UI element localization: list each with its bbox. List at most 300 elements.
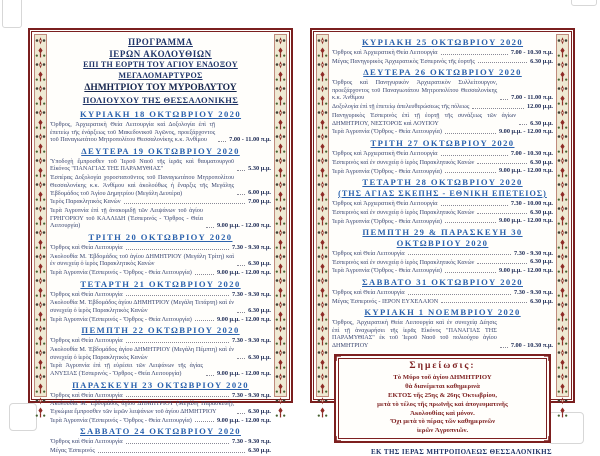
floral-motif-icon <box>556 239 569 251</box>
floral-motif-icon <box>556 191 569 203</box>
note-box-corner <box>544 436 551 443</box>
page-right-content <box>332 35 553 456</box>
entry-time: 7.30 - 10.00 π.μ. <box>510 199 553 207</box>
floral-motif-icon <box>316 47 329 59</box>
schedule-entry <box>50 253 271 268</box>
day-entries <box>332 289 553 306</box>
schedule-entry <box>332 267 553 275</box>
floral-motif-icon <box>316 143 329 155</box>
floral-motif-icon <box>274 131 287 143</box>
note-line: Ὄχι μετὰ τὸ πέρας τῶν καθημερινῶν <box>389 418 496 426</box>
entry-text: Ἱερὰ Ἀγρυπνία (Ὄρθρος - Θεία Λειτουργία) <box>332 217 442 225</box>
dotted-leader <box>441 204 508 206</box>
entry-text: Ἱερὰ Ἀγρυπνία (Ἑσπερινός - Ὄρθρος - Θεία Λειτουργία) <box>50 269 192 277</box>
schedule-entry <box>50 269 271 277</box>
dotted-leader <box>478 61 527 63</box>
day-heading: ΣΑΒΒΑΤΟ 31 ΟΚΤΩΒΡΙΟΥ 2020 <box>362 277 523 288</box>
schedule-entry <box>332 298 553 306</box>
day-block <box>332 67 553 136</box>
dotted-leader <box>445 271 496 273</box>
dotted-leader <box>477 162 527 164</box>
day-entries <box>332 150 553 175</box>
entry-time: 6.30 μ.μ. <box>248 353 271 361</box>
schedule-entry <box>332 319 553 350</box>
floral-motif-icon <box>274 251 287 263</box>
dotted-leader <box>472 107 524 109</box>
entry-time: 6.30 μ.μ. <box>248 260 271 268</box>
floral-motif-icon <box>34 47 47 59</box>
floral-motif-icon <box>34 311 47 323</box>
floral-motif-icon <box>316 203 329 215</box>
floral-motif-icon <box>556 107 569 119</box>
entry-time: 6.30 μ.μ. <box>248 447 271 454</box>
day-heading: ΠΕΜΠΤΗ 29 & ΠΑΡΑΣΚΕΥΗ 30 ΟΚΤΩΒΡΙΟΥ 2020 <box>362 227 523 248</box>
dotted-leader <box>237 412 245 414</box>
schedule-entry <box>50 417 271 425</box>
floral-motif-icon <box>274 107 287 119</box>
entry-text: Ἱερὰ Ἀγρυπνία (Ἑσπερινός - Ὄρθρος - Θεία Λειτουργία) <box>50 315 192 323</box>
floral-motif-icon <box>556 131 569 143</box>
entry-time: 7.30 - 9.30 π.μ. <box>513 249 553 257</box>
dotted-leader <box>441 53 508 55</box>
note-box-corner <box>334 354 341 361</box>
floral-motif-icon <box>274 203 287 215</box>
entry-text: Ὄρθρος καὶ Ἀρχιερατικὴ Θεία Λειτουργία <box>332 48 438 56</box>
day-block <box>332 138 553 175</box>
floral-motif-icon <box>34 83 47 95</box>
floral-motif-icon <box>34 395 47 407</box>
page-left-content <box>50 35 271 455</box>
entry-text: Ὑποδοχὴ ἔμπροσθεν τοῦ Ἱεροῦ Ναοῦ τῆς ἱερᾶς καὶ θαυματουργοῦ Εἰκόνος "ΠΑΝΑΓΙΑΣ ΤΗΣ ΠΑΡΑΜΥΘΙΑΣ" <box>50 157 235 173</box>
day-heading: ΚΥΡΙΑΚΗ 25 ΟΚΤΩΒΡΙΟΥ 2020 <box>361 37 524 47</box>
entry-text: Ἱερὸς Παρακλητικὸς Κανών <box>50 198 121 206</box>
entry-time: 9.00 μ.μ. - 12.00 π.μ. <box>498 128 553 136</box>
schedule-entry <box>332 258 553 266</box>
ornament-strip-right <box>556 34 569 397</box>
entry-time: 6.30 μ.μ. <box>530 119 553 127</box>
ornament-strip-right <box>274 34 287 397</box>
entry-text: Μέγας Ἑσπερινός <box>50 447 95 455</box>
entry-text: Ἱερὰ Ἀγρυπνία ἐπὶ τῇ εὑρέσει τῶν Λειψάνων τῆς ἁγίας ΑΝΥΣΙΑΣ (Ἑσπερινός - Ὄρθρος - Θεία Λειτουργία) <box>50 362 203 378</box>
floral-motif-icon <box>274 191 287 203</box>
floral-motif-icon <box>556 35 569 47</box>
dotted-leader <box>237 169 245 171</box>
schedule-entry <box>50 121 271 144</box>
dotted-leader <box>98 451 245 453</box>
schedule-entry <box>50 447 271 455</box>
floral-motif-icon <box>556 155 569 167</box>
schedule-entry <box>332 217 553 225</box>
dotted-leader <box>195 273 214 275</box>
day-entries <box>50 158 271 230</box>
floral-motif-icon <box>274 347 287 359</box>
floral-motif-icon <box>556 335 569 347</box>
entry-time: 7.00 - 11.00 π.μ. <box>229 136 271 144</box>
dotted-leader <box>408 293 511 295</box>
schedule-entry <box>332 200 553 208</box>
dotted-leader <box>477 212 527 214</box>
floral-motif-icon <box>274 155 287 167</box>
floral-motif-icon <box>316 263 329 275</box>
schedule-right <box>332 37 553 350</box>
entry-time: 6.30 μ.μ. <box>530 57 553 65</box>
entry-time: 7.30 - 9.30 π.μ. <box>231 391 271 399</box>
dotted-leader <box>206 374 214 376</box>
day-block <box>50 232 271 277</box>
floral-motif-icon <box>274 323 287 335</box>
schedule-entry <box>332 167 553 175</box>
floral-motif-icon <box>316 83 329 95</box>
entry-time: 12.00 μ.μ. <box>526 103 553 111</box>
dotted-leader <box>441 301 527 303</box>
floral-motif-icon <box>316 311 329 323</box>
dotted-leader <box>126 395 229 397</box>
schedule-entry <box>50 299 271 314</box>
floral-motif-icon <box>556 383 569 395</box>
floral-motif-icon <box>34 35 47 47</box>
page-left <box>28 28 293 455</box>
floral-motif-icon <box>274 263 287 275</box>
entry-time: 7.00 - 10.30 π.μ. <box>510 149 553 157</box>
floral-motif-icon <box>274 371 287 383</box>
entry-text: Ὄρθρος καὶ Θεία Λειτουργία <box>50 290 123 298</box>
floral-motif-icon <box>316 251 329 263</box>
title-line-saint-name: ΔΗΜΗΤΡΙΟΥ ΤΟΥ ΜΥΡΟΒΛΥΤΟΥ <box>84 82 237 93</box>
entry-time: 6.30 μ.μ. <box>530 158 553 166</box>
floral-motif-icon <box>274 59 287 71</box>
floral-motif-icon <box>556 287 569 299</box>
dotted-leader <box>124 202 246 204</box>
floral-motif-icon <box>316 407 329 419</box>
schedule-entry <box>332 209 553 217</box>
entry-text: Ὄρθρος καὶ Θεία Λειτουργία <box>50 337 123 345</box>
entry-time: 9.00 μ.μ. - 12.00 π.μ. <box>498 217 553 225</box>
day-heading: ΤΡΙΤΗ 27 ΟΚΤΩΒΡΙΟΥ 2020 <box>370 138 515 149</box>
floral-motif-icon <box>316 179 329 191</box>
floral-motif-icon <box>34 383 47 395</box>
floral-motif-icon <box>316 95 329 107</box>
entry-text: Ἑσπερινὸς καὶ ἐν συνεχείᾳ ὁ ἱερὸς Παρακλητικὸς Κανών <box>332 158 475 166</box>
dotted-leader <box>237 193 245 195</box>
note-box-corner <box>334 436 341 443</box>
dotted-leader <box>477 262 527 264</box>
entry-time: 9.00 μ.μ. - 12.00 π.μ. <box>216 315 271 323</box>
floral-motif-icon <box>274 179 287 191</box>
floral-motif-icon <box>316 299 329 311</box>
dotted-leader <box>126 442 229 444</box>
dotted-leader <box>126 294 229 296</box>
floral-motif-icon <box>274 287 287 299</box>
floral-motif-icon <box>556 359 569 371</box>
day-block <box>332 307 553 349</box>
dotted-leader <box>218 140 226 142</box>
day-heading: ΣΑΒΒΑΤΟ 24 ΟΚΤΩΒΡΙΟΥ 2020 <box>80 426 241 437</box>
floral-motif-icon <box>34 299 47 311</box>
title-line: ΙΕΡΩΝ ΑΚΟΛΟΥΘΙΩΝ <box>109 48 212 59</box>
floral-motif-icon <box>556 275 569 287</box>
title-line: ΠΟΛΙΟΥΧΟΥ ΤΗΣ ΘΕΣΣΑΛΟΝΙΚΗΣ <box>82 94 239 105</box>
floral-motif-icon <box>556 215 569 227</box>
page-right <box>310 28 575 456</box>
title-line: ΠΡΟΓΡΑΜΜΑ <box>128 37 193 47</box>
floral-motif-icon <box>34 335 47 347</box>
note-line: ΕΚΤΟΣ τῆς 25ης & 26ης Ὀκτωβρίου, <box>387 391 498 399</box>
entry-time: 9.00 μ.μ. - 12.00 π.μ. <box>216 416 271 424</box>
dotted-leader <box>445 221 496 223</box>
dotted-leader <box>441 154 508 156</box>
floral-motif-icon <box>316 323 329 335</box>
floral-motif-icon <box>556 323 569 335</box>
floral-motif-icon <box>274 71 287 83</box>
day-subheading: (ΤΗΣ ΑΓΙΑΣ ΣΚΕΠΗΣ - ΕΘΝΙΚΗ ΕΠΕΤΕΙΟΣ) <box>338 188 547 198</box>
floral-motif-icon <box>316 155 329 167</box>
scan-crop-mark <box>571 0 597 6</box>
day-block <box>332 37 553 65</box>
floral-motif-icon <box>556 167 569 179</box>
floral-motif-icon <box>34 191 47 203</box>
floral-motif-icon <box>34 263 47 275</box>
floral-motif-icon <box>316 131 329 143</box>
day-entries <box>332 79 553 136</box>
day-heading: ΠΑΡΑΣΚΕΥΗ 23 ΟΚΤΩΒΡΙΟΥ 2020 <box>72 379 249 390</box>
scan-crop-mark <box>2 0 22 28</box>
floral-motif-icon <box>34 287 47 299</box>
entry-text: Ἱερὰ Ἀγρυπνία (Ἑσπερινός - Ὄρθρος - Θεία Λειτουργία) <box>50 416 192 424</box>
entry-time: 6.30 μ.μ. <box>530 297 553 305</box>
note-box-corner <box>544 354 551 361</box>
floral-motif-icon <box>316 107 329 119</box>
dotted-leader <box>237 311 245 313</box>
floral-motif-icon <box>316 35 329 47</box>
schedule-entry <box>50 346 271 361</box>
schedule-entry <box>50 400 271 415</box>
entry-text: Ἀκολουθία Μ. Ἑβδομάδος τοῦ ἁγίου ΔΗΜΗΤΡΙΟΥ (Μεγάλη Τρίτη) καὶ ἐν συνεχείᾳ ὁ ἱερὸς Παρακλητικὸς Κανών <box>50 252 235 268</box>
floral-motif-icon <box>34 359 47 371</box>
schedule-entry <box>50 198 271 206</box>
entry-text: Ὄρθρος καὶ Θεία Λειτουργία <box>50 391 123 399</box>
entry-text: Πανηγυρικὸς Ἑσπερινὸς ἐπὶ τῇ ἑορτῇ τῆς συνάξεως τῶν ἁγίων ΔΗΜΗΤΡΙΟΥ, ΝΕΣΤΟΡΟΣ καὶ ΛΟΥΠΟΥ <box>332 111 517 127</box>
floral-motif-icon <box>316 215 329 227</box>
floral-motif-icon <box>274 275 287 287</box>
floral-motif-icon <box>34 179 47 191</box>
entry-time: 6.30 μ.μ. <box>248 407 271 415</box>
floral-motif-icon <box>316 119 329 131</box>
floral-motif-icon <box>274 83 287 95</box>
floral-motif-icon <box>274 119 287 131</box>
floral-motif-icon <box>316 371 329 383</box>
entry-text: Ἱερὰ Ἀγρυπνία ἐπὶ τῇ ἀνακομιδῇ τῶν Λειψάνων τοῦ ἁγίου ΓΡΗΓΟΡΙΟΥ τοῦ ΚΑΛΛΙΔΗ (Ἑσπερινός - Ὄρθρος - Θεία Λειτουργία) <box>50 207 203 230</box>
floral-motif-icon <box>34 131 47 143</box>
floral-motif-icon <box>556 95 569 107</box>
floral-motif-icon <box>34 227 47 239</box>
note-line: θὰ διανέμεται καθημερινὰ <box>405 383 480 391</box>
floral-motif-icon <box>274 35 287 47</box>
dotted-leader <box>237 264 245 266</box>
day-entries <box>50 337 271 378</box>
floral-motif-icon <box>34 251 47 263</box>
floral-motif-icon <box>316 191 329 203</box>
floral-motif-icon <box>274 395 287 407</box>
ornament-strip-left <box>34 34 47 397</box>
schedule-entry <box>50 362 271 377</box>
day-block <box>332 177 553 225</box>
floral-motif-icon <box>34 59 47 71</box>
day-heading: ΔΕΥΤΕΡΑ 26 ΟΚΤΩΒΡΙΟΥ 2020 <box>363 67 522 78</box>
entry-text: Ἀκολουθία Μ. Ἑβδομάδος ἁγίου ΔΗΜΗΤΡΙΟΥ (Μεγάλη Τετάρτη) καὶ ἐν συνεχείᾳ ὁ ἱερὸς Παρακλητικὸς Κανών <box>50 299 235 314</box>
entry-time: 6.30 μ.μ. <box>530 208 553 216</box>
schedule-entry <box>50 316 271 324</box>
floral-motif-icon <box>556 371 569 383</box>
day-entries <box>50 392 271 425</box>
entry-time: 9.00 μ.μ. - 12.00 π.μ. <box>216 268 271 276</box>
schedule-entry <box>332 289 553 297</box>
entry-time: 6.30 μ.μ. <box>248 306 271 314</box>
schedule-entry <box>50 438 271 446</box>
day-entries <box>332 250 553 275</box>
note-line: Ἀκολουθίας καὶ μόνον. <box>410 409 475 417</box>
day-entries <box>332 319 553 350</box>
schedule-left <box>50 109 271 455</box>
floral-motif-icon <box>316 167 329 179</box>
floral-motif-icon <box>34 143 47 155</box>
floral-motif-icon <box>274 239 287 251</box>
day-heading: ΠΕΜΠΤΗ 22 ΟΚΤΩΒΡΙΟΥ 2020 <box>81 325 240 336</box>
entry-text: Ἀκολουθία Μ. Ἑβδομάδος ἁγίου ΔΗΜΗΤΡΙΟΥ (Μεγάλη Παρασκευή), Ἐγκώμια ἔμπροσθεν τῶν ἱερῶν λειψάνων τοῦ ἁγίου ΔΗΜΗΤΡΙΟΥ <box>50 400 235 415</box>
schedule-entry <box>332 79 553 102</box>
day-heading: ΔΕΥΤΕΡΑ 19 ΟΚΤΩΒΡΙΟΥ 2020 <box>81 146 240 157</box>
dotted-leader <box>195 319 214 321</box>
floral-motif-icon <box>274 95 287 107</box>
floral-motif-icon <box>316 359 329 371</box>
floral-motif-icon <box>316 239 329 251</box>
floral-motif-icon <box>316 275 329 287</box>
entry-time: 7.00 - 10.30 π.μ. <box>510 342 553 350</box>
dotted-leader <box>408 253 511 255</box>
title-line: ΕΠΙ ΤΗ ΕΟΡΤΗ ΤΟΥ ΑΓΙΟΥ ΕΝΔΟΞΟΥ ΜΕΓΑΛΟΜΑΡΤΥΡΟΣ <box>83 60 238 81</box>
document-title <box>50 37 271 106</box>
schedule-entry <box>50 207 271 230</box>
schedule-entry <box>50 244 271 252</box>
floral-motif-icon <box>34 155 47 167</box>
schedule-entry <box>332 112 553 127</box>
floral-motif-icon <box>316 335 329 347</box>
floral-motif-icon <box>556 299 569 311</box>
floral-motif-icon <box>274 299 287 311</box>
floral-motif-icon <box>556 407 569 419</box>
entry-text: Ὄρθρος καὶ Θεία Λειτουργία <box>50 438 123 446</box>
day-entries <box>50 291 271 324</box>
floral-motif-icon <box>274 311 287 323</box>
day-entries <box>50 244 271 277</box>
entry-time: 7.00 - 10.30 π.μ. <box>510 48 553 56</box>
ornament-strip-left <box>316 34 329 397</box>
entry-time: 9.00 μ.μ. - 12.00 π.μ. <box>498 267 553 275</box>
entry-text: Μέγας Ἑσπερινός - ΙΕΡΟΝ ΕΥΧΕΛΑΙΟΝ <box>332 297 439 305</box>
day-block <box>50 380 271 425</box>
entry-text: Μέγας Πανηγυρικὸς Ἀρχιερατικὸς Ἑσπερινὸς τῆς ἑορτῆς <box>332 57 475 65</box>
floral-motif-icon <box>34 239 47 251</box>
dotted-leader <box>126 248 229 250</box>
day-block <box>50 146 271 230</box>
note-box <box>334 354 551 443</box>
floral-motif-icon <box>556 227 569 239</box>
floral-motif-icon <box>556 263 569 275</box>
entry-time: 7.30 - 9.30 π.μ. <box>513 288 553 296</box>
schedule-entry <box>332 150 553 158</box>
entry-text: Ἱερὰ Ἀγρυπνία (Ὄρθρος - Θεία Λειτουργία) <box>332 167 442 175</box>
entry-text: Ὄρθρος καὶ Θεία Λειτουργία <box>50 243 123 251</box>
floral-motif-icon <box>556 83 569 95</box>
dotted-leader <box>500 98 508 100</box>
day-heading: ΚΥΡΙΑΚΗ 1 ΝΟΕΜΒΡΙΟΥ 2020 <box>364 307 521 318</box>
schedule-entry <box>332 49 553 57</box>
floral-motif-icon <box>556 251 569 263</box>
floral-motif-icon <box>556 395 569 407</box>
floral-motif-icon <box>34 119 47 131</box>
schedule-entry <box>50 392 271 400</box>
floral-motif-icon <box>556 311 569 323</box>
entry-time: 7.00 μ.μ. <box>248 198 271 206</box>
floral-motif-icon <box>556 119 569 131</box>
floral-motif-icon <box>316 395 329 407</box>
floral-motif-icon <box>556 179 569 191</box>
schedule-entry <box>50 291 271 299</box>
floral-motif-icon <box>274 407 287 419</box>
day-heading: ΤΕΤΑΡΤΗ 21 ΟΚΤΩΒΡΙΟΥ 2020 <box>80 278 241 289</box>
floral-motif-icon <box>274 143 287 155</box>
entry-text: Δοξολογία ἐπὶ τῇ ἐπετείῳ ἀπελευθερώσεως τῆς πόλεως <box>332 103 470 111</box>
floral-motif-icon <box>556 71 569 83</box>
entry-time: 9.00 μ.μ. - 12.00 π.μ. <box>216 222 271 230</box>
day-entries <box>50 438 271 455</box>
schedule-entry <box>50 158 271 173</box>
dotted-leader <box>206 226 214 228</box>
floral-motif-icon <box>274 335 287 347</box>
floral-motif-icon <box>34 167 47 179</box>
entry-time: 6.30 μ.μ. <box>530 258 553 266</box>
floral-motif-icon <box>556 347 569 359</box>
floral-motif-icon <box>556 47 569 59</box>
entry-text: Ἱερὰ Ἀγρυπνία (Ὄρθρος - Θεία Λειτουργία) <box>332 267 442 275</box>
floral-motif-icon <box>274 47 287 59</box>
note-heading: Σημείωσις: <box>409 360 476 371</box>
dotted-leader <box>237 357 245 359</box>
entry-text: Ὄρθρος καὶ Ἀρχιερατικὴ Θεία Λειτουργία <box>332 149 438 157</box>
floral-motif-icon <box>316 227 329 239</box>
schedule-entry <box>50 337 271 345</box>
entry-time: 9.00 μ.μ. - 12.00 π.μ. <box>216 369 271 377</box>
floral-motif-icon <box>316 383 329 395</box>
note-line: Τὸ Μύρο τοῦ ἁγίου ΔΗΜΗΤΡΙΟΥ <box>393 374 492 382</box>
floral-motif-icon <box>34 203 47 215</box>
entry-text: Ὄρθρος καὶ Ἀρχιερατικὴ Θεία Λειτουργία <box>332 199 438 207</box>
entry-time: 5.30 μ.μ. <box>248 165 271 173</box>
note-lines <box>344 374 541 436</box>
floral-motif-icon <box>316 347 329 359</box>
issuer-footer: ΕΚ ΤΗΣ ΙΕΡΑΣ ΜΗΤΡΟΠΟΛΕΩΣ ΘΕΣΣΑΛΟΝΙΚΗΣ <box>370 448 552 456</box>
entry-time: 6.00 μ.μ. <box>248 189 271 197</box>
floral-motif-icon <box>274 359 287 371</box>
entry-text: Ἑσπερινὸς καὶ ἐν συνεχείᾳ ὁ ἱερὸς Παρακλητικὸς Κανών <box>332 258 475 266</box>
floral-motif-icon <box>34 95 47 107</box>
floral-motif-icon <box>316 59 329 71</box>
day-block <box>332 277 553 305</box>
dotted-leader <box>445 132 496 134</box>
note-line: ἱερῶν Ἀγρυπνιῶν. <box>416 427 469 435</box>
dotted-leader <box>519 123 527 125</box>
entry-time: 7.30 - 9.30 π.μ. <box>231 438 271 446</box>
day-heading: ΚΥΡΙΑΚΗ 18 ΟΚΤΩΒΡΙΟΥ 2020 <box>79 109 242 120</box>
